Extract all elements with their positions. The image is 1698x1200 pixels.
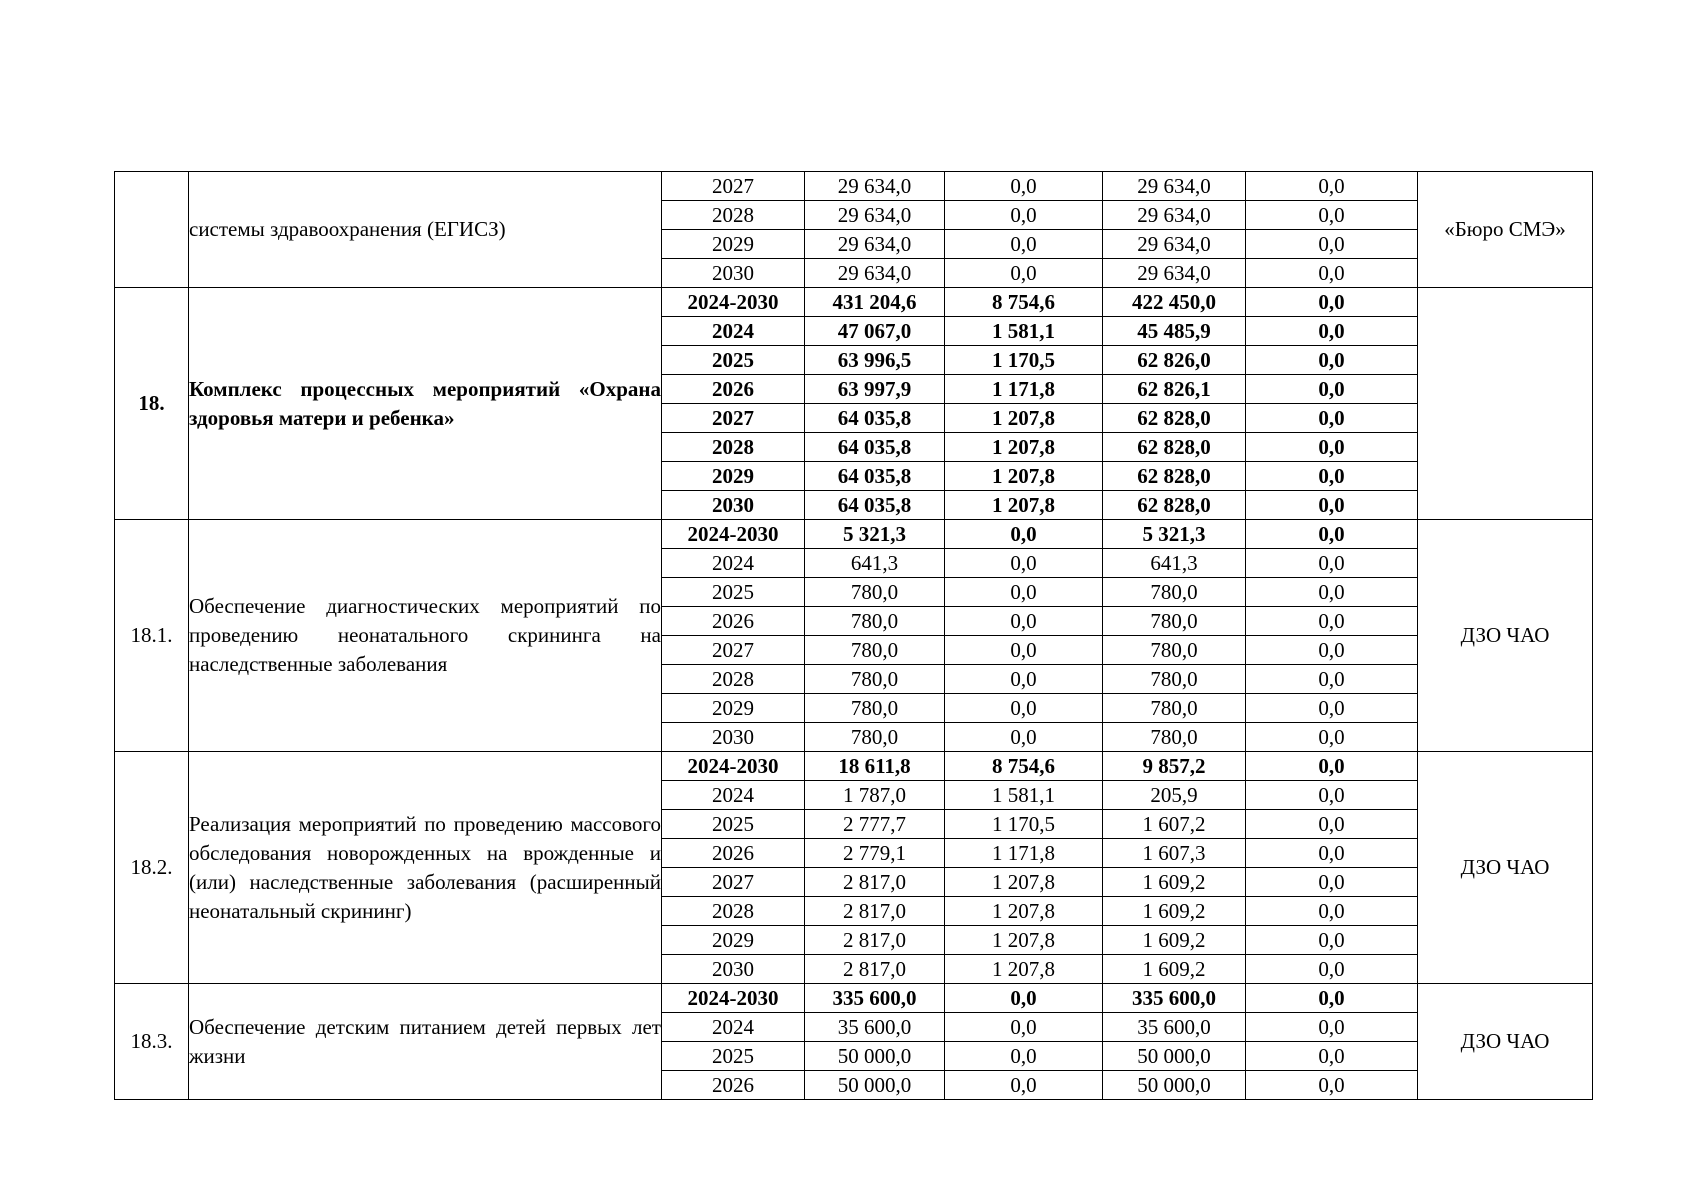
total-cell: 641,3 <box>805 549 945 578</box>
other-sources-cell: 0,0 <box>1246 897 1418 926</box>
total-cell: 2 817,0 <box>805 868 945 897</box>
year-cell: 2027 <box>662 636 805 665</box>
year-cell: 2028 <box>662 665 805 694</box>
district-budget-cell: 62 826,0 <box>1103 346 1246 375</box>
district-budget-cell: 45 485,9 <box>1103 317 1246 346</box>
other-sources-cell: 0,0 <box>1246 955 1418 984</box>
table-body <box>115 172 1593 1100</box>
federal-budget-cell: 1 170,5 <box>945 346 1103 375</box>
other-sources-cell: 0,0 <box>1246 578 1418 607</box>
district-budget-cell: 641,3 <box>1103 549 1246 578</box>
district-budget-cell: 29 634,0 <box>1103 259 1246 288</box>
item-name: Комплекс процессных мероприятий «Охрана здоровья матери и ребенка» <box>189 288 662 520</box>
total-cell: 780,0 <box>805 636 945 665</box>
federal-budget-cell: 1 207,8 <box>945 897 1103 926</box>
responsible-executor: ДЗО ЧАО <box>1418 984 1593 1100</box>
total-cell: 780,0 <box>805 578 945 607</box>
year-cell: 2030 <box>662 259 805 288</box>
other-sources-cell: 0,0 <box>1246 636 1418 665</box>
item-name: Обеспечение детским питанием детей первых лет жизни <box>189 984 662 1100</box>
total-cell: 64 035,8 <box>805 491 945 520</box>
federal-budget-cell: 1 207,8 <box>945 491 1103 520</box>
district-budget-cell: 62 828,0 <box>1103 404 1246 433</box>
year-cell: 2025 <box>662 1042 805 1071</box>
year-cell: 2026 <box>662 1071 805 1100</box>
federal-budget-cell: 8 754,6 <box>945 288 1103 317</box>
total-cell: 2 777,7 <box>805 810 945 839</box>
district-budget-cell: 62 828,0 <box>1103 462 1246 491</box>
year-cell: 2028 <box>662 201 805 230</box>
federal-budget-cell: 0,0 <box>945 607 1103 636</box>
item-name: Обеспечение диагностических мероприятий по проведению неонатального скрининга на наследственные заболевания <box>189 520 662 752</box>
federal-budget-cell: 0,0 <box>945 201 1103 230</box>
year-cell: 2029 <box>662 462 805 491</box>
total-cell: 50 000,0 <box>805 1071 945 1100</box>
federal-budget-cell: 1 581,1 <box>945 317 1103 346</box>
total-cell: 780,0 <box>805 723 945 752</box>
total-cell: 2 779,1 <box>805 839 945 868</box>
year-cell: 2029 <box>662 230 805 259</box>
item-number: 18.2. <box>115 752 189 984</box>
district-budget-cell: 9 857,2 <box>1103 752 1246 781</box>
year-cell: 2028 <box>662 897 805 926</box>
year-cell: 2024 <box>662 317 805 346</box>
district-budget-cell: 1 609,2 <box>1103 897 1246 926</box>
district-budget-cell: 50 000,0 <box>1103 1042 1246 1071</box>
other-sources-cell: 0,0 <box>1246 404 1418 433</box>
other-sources-cell: 0,0 <box>1246 781 1418 810</box>
responsible-executor <box>1418 288 1593 520</box>
other-sources-cell: 0,0 <box>1246 549 1418 578</box>
year-cell: 2025 <box>662 346 805 375</box>
year-cell: 2028 <box>662 433 805 462</box>
responsible-executor: ДЗО ЧАО <box>1418 520 1593 752</box>
table-row <box>115 288 1593 317</box>
other-sources-cell: 0,0 <box>1246 201 1418 230</box>
other-sources-cell: 0,0 <box>1246 172 1418 201</box>
financing-table <box>114 171 1593 1100</box>
other-sources-cell: 0,0 <box>1246 491 1418 520</box>
federal-budget-cell: 0,0 <box>945 230 1103 259</box>
item-number: 18.3. <box>115 984 189 1100</box>
federal-budget-cell: 0,0 <box>945 549 1103 578</box>
total-cell: 2 817,0 <box>805 926 945 955</box>
district-budget-cell: 1 607,2 <box>1103 810 1246 839</box>
other-sources-cell: 0,0 <box>1246 723 1418 752</box>
total-cell: 64 035,8 <box>805 462 945 491</box>
total-cell: 35 600,0 <box>805 1013 945 1042</box>
year-cell: 2025 <box>662 578 805 607</box>
federal-budget-cell: 0,0 <box>945 1013 1103 1042</box>
total-cell: 64 035,8 <box>805 433 945 462</box>
total-cell: 29 634,0 <box>805 259 945 288</box>
district-budget-cell: 335 600,0 <box>1103 984 1246 1013</box>
other-sources-cell: 0,0 <box>1246 1071 1418 1100</box>
district-budget-cell: 422 450,0 <box>1103 288 1246 317</box>
total-cell: 29 634,0 <box>805 201 945 230</box>
item-number <box>115 172 189 288</box>
federal-budget-cell: 1 207,8 <box>945 462 1103 491</box>
federal-budget-cell: 0,0 <box>945 259 1103 288</box>
total-cell: 29 634,0 <box>805 172 945 201</box>
other-sources-cell: 0,0 <box>1246 868 1418 897</box>
other-sources-cell: 0,0 <box>1246 230 1418 259</box>
item-name: системы здравоохранения (ЕГИСЗ) <box>189 172 662 288</box>
table-row <box>115 172 1593 201</box>
year-cell: 2027 <box>662 868 805 897</box>
district-budget-cell: 205,9 <box>1103 781 1246 810</box>
federal-budget-cell: 0,0 <box>945 665 1103 694</box>
district-budget-cell: 1 607,3 <box>1103 839 1246 868</box>
other-sources-cell: 0,0 <box>1246 810 1418 839</box>
year-cell: 2029 <box>662 926 805 955</box>
total-cell: 780,0 <box>805 665 945 694</box>
year-cell: 2026 <box>662 375 805 404</box>
federal-budget-cell: 0,0 <box>945 984 1103 1013</box>
federal-budget-cell: 0,0 <box>945 694 1103 723</box>
total-cell: 431 204,6 <box>805 288 945 317</box>
district-budget-cell: 29 634,0 <box>1103 201 1246 230</box>
year-cell: 2030 <box>662 955 805 984</box>
federal-budget-cell: 0,0 <box>945 1042 1103 1071</box>
responsible-executor: ДЗО ЧАО <box>1418 752 1593 984</box>
other-sources-cell: 0,0 <box>1246 694 1418 723</box>
total-cell: 47 067,0 <box>805 317 945 346</box>
other-sources-cell: 0,0 <box>1246 1042 1418 1071</box>
federal-budget-cell: 8 754,6 <box>945 752 1103 781</box>
other-sources-cell: 0,0 <box>1246 288 1418 317</box>
year-cell: 2027 <box>662 404 805 433</box>
responsible-executor: «Бюро СМЭ» <box>1418 172 1593 288</box>
federal-budget-cell: 0,0 <box>945 578 1103 607</box>
table-row <box>115 984 1593 1013</box>
district-budget-cell: 35 600,0 <box>1103 1013 1246 1042</box>
federal-budget-cell: 1 207,8 <box>945 404 1103 433</box>
total-cell: 780,0 <box>805 607 945 636</box>
table-row <box>115 520 1593 549</box>
district-budget-cell: 62 828,0 <box>1103 491 1246 520</box>
federal-budget-cell: 1 170,5 <box>945 810 1103 839</box>
federal-budget-cell: 1 171,8 <box>945 839 1103 868</box>
federal-budget-cell: 1 207,8 <box>945 926 1103 955</box>
district-budget-cell: 780,0 <box>1103 665 1246 694</box>
year-cell: 2024-2030 <box>662 752 805 781</box>
item-name: Реализация мероприятий по проведению массового обследования новорожденных на врожденные и (или) наследственные заболевания (расширенный неонатальный скрининг) <box>189 752 662 984</box>
district-budget-cell: 29 634,0 <box>1103 230 1246 259</box>
year-cell: 2026 <box>662 839 805 868</box>
other-sources-cell: 0,0 <box>1246 520 1418 549</box>
other-sources-cell: 0,0 <box>1246 665 1418 694</box>
total-cell: 780,0 <box>805 694 945 723</box>
total-cell: 5 321,3 <box>805 520 945 549</box>
district-budget-cell: 780,0 <box>1103 607 1246 636</box>
other-sources-cell: 0,0 <box>1246 752 1418 781</box>
total-cell: 50 000,0 <box>805 1042 945 1071</box>
year-cell: 2025 <box>662 810 805 839</box>
item-number: 18. <box>115 288 189 520</box>
year-cell: 2024-2030 <box>662 520 805 549</box>
district-budget-cell: 62 828,0 <box>1103 433 1246 462</box>
table-row <box>115 752 1593 781</box>
other-sources-cell: 0,0 <box>1246 375 1418 404</box>
other-sources-cell: 0,0 <box>1246 317 1418 346</box>
total-cell: 29 634,0 <box>805 230 945 259</box>
year-cell: 2024 <box>662 549 805 578</box>
district-budget-cell: 62 826,1 <box>1103 375 1246 404</box>
other-sources-cell: 0,0 <box>1246 926 1418 955</box>
other-sources-cell: 0,0 <box>1246 259 1418 288</box>
district-budget-cell: 780,0 <box>1103 694 1246 723</box>
year-cell: 2027 <box>662 172 805 201</box>
year-cell: 2030 <box>662 491 805 520</box>
federal-budget-cell: 0,0 <box>945 1071 1103 1100</box>
total-cell: 64 035,8 <box>805 404 945 433</box>
district-budget-cell: 780,0 <box>1103 578 1246 607</box>
year-cell: 2024 <box>662 781 805 810</box>
federal-budget-cell: 0,0 <box>945 636 1103 665</box>
year-cell: 2029 <box>662 694 805 723</box>
total-cell: 2 817,0 <box>805 897 945 926</box>
other-sources-cell: 0,0 <box>1246 462 1418 491</box>
district-budget-cell: 1 609,2 <box>1103 926 1246 955</box>
district-budget-cell: 29 634,0 <box>1103 172 1246 201</box>
district-budget-cell: 50 000,0 <box>1103 1071 1246 1100</box>
other-sources-cell: 0,0 <box>1246 433 1418 462</box>
federal-budget-cell: 0,0 <box>945 172 1103 201</box>
other-sources-cell: 0,0 <box>1246 984 1418 1013</box>
total-cell: 2 817,0 <box>805 955 945 984</box>
year-cell: 2026 <box>662 607 805 636</box>
total-cell: 18 611,8 <box>805 752 945 781</box>
district-budget-cell: 780,0 <box>1103 636 1246 665</box>
total-cell: 63 997,9 <box>805 375 945 404</box>
year-cell: 2024-2030 <box>662 984 805 1013</box>
other-sources-cell: 0,0 <box>1246 839 1418 868</box>
other-sources-cell: 0,0 <box>1246 346 1418 375</box>
federal-budget-cell: 1 581,1 <box>945 781 1103 810</box>
item-number: 18.1. <box>115 520 189 752</box>
federal-budget-cell: 1 171,8 <box>945 375 1103 404</box>
total-cell: 335 600,0 <box>805 984 945 1013</box>
federal-budget-cell: 0,0 <box>945 723 1103 752</box>
federal-budget-cell: 1 207,8 <box>945 433 1103 462</box>
federal-budget-cell: 1 207,8 <box>945 868 1103 897</box>
total-cell: 63 996,5 <box>805 346 945 375</box>
year-cell: 2024-2030 <box>662 288 805 317</box>
district-budget-cell: 5 321,3 <box>1103 520 1246 549</box>
district-budget-cell: 780,0 <box>1103 723 1246 752</box>
total-cell: 1 787,0 <box>805 781 945 810</box>
federal-budget-cell: 0,0 <box>945 520 1103 549</box>
year-cell: 2024 <box>662 1013 805 1042</box>
other-sources-cell: 0,0 <box>1246 607 1418 636</box>
district-budget-cell: 1 609,2 <box>1103 955 1246 984</box>
year-cell: 2030 <box>662 723 805 752</box>
federal-budget-cell: 1 207,8 <box>945 955 1103 984</box>
other-sources-cell: 0,0 <box>1246 1013 1418 1042</box>
district-budget-cell: 1 609,2 <box>1103 868 1246 897</box>
